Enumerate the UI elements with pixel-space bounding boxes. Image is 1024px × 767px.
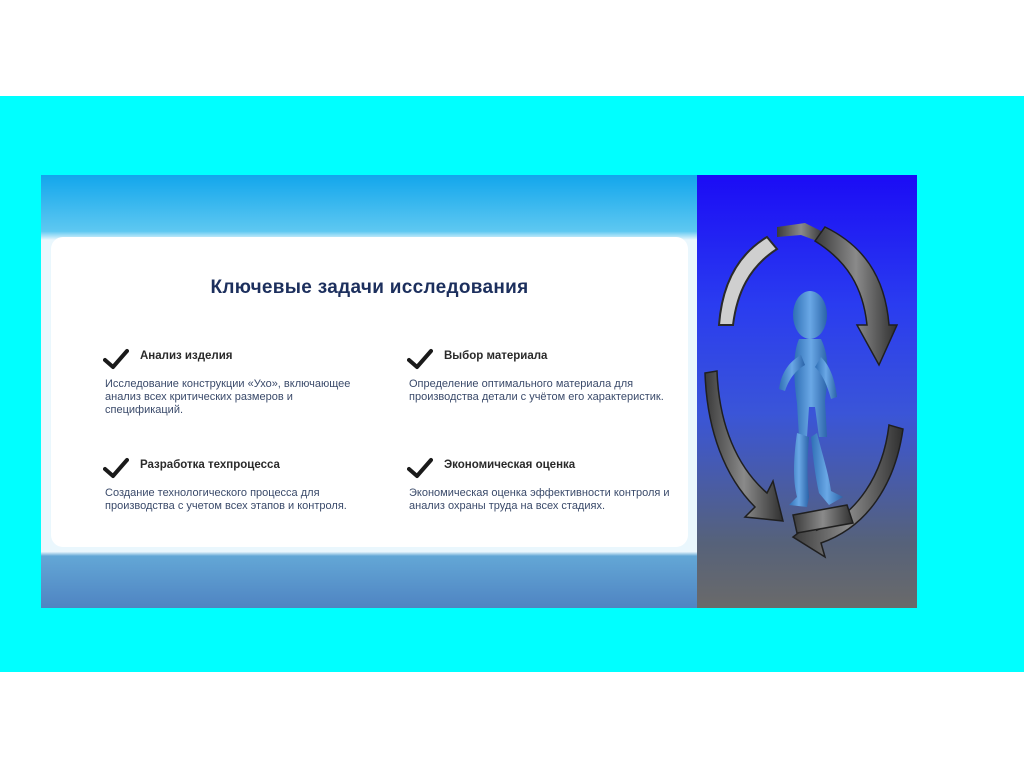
checkmark-icon bbox=[103, 347, 129, 371]
task-title: Разработка техпроцесса bbox=[140, 459, 280, 471]
slide bbox=[41, 175, 917, 608]
task-material bbox=[407, 347, 677, 404]
slide-heading: Ключевые задачи исследования bbox=[210, 277, 529, 298]
task-description: Экономическая оценка эффективности контроля и анализ охраны труда на всех стадиях. bbox=[409, 487, 670, 512]
figure-in-cycle-arrows bbox=[697, 175, 917, 608]
checkmark-icon bbox=[103, 456, 129, 480]
checkmark-icon bbox=[407, 347, 433, 371]
task-process bbox=[103, 456, 373, 513]
task-economics bbox=[407, 456, 677, 513]
task-analysis bbox=[103, 347, 373, 417]
slide-left-area bbox=[41, 175, 697, 608]
stick-figure-icon bbox=[779, 291, 843, 507]
task-description: Исследование конструкции «Ухо», включающее анализ всех критических размеров и спецификаций. bbox=[105, 378, 351, 416]
task-title: Анализ изделия bbox=[140, 350, 233, 362]
task-title: Выбор материала bbox=[444, 350, 548, 362]
task-title: Экономическая оценка bbox=[444, 459, 576, 471]
checkmark-icon bbox=[407, 456, 433, 480]
slide-right-graphic bbox=[697, 175, 917, 608]
task-description: Создание технологического процесса для производства с учетом всех этапов и контроля. bbox=[105, 487, 347, 512]
content-panel bbox=[51, 237, 688, 547]
task-description: Определение оптимального материала для производства детали с учётом его характеристик. bbox=[409, 378, 664, 403]
